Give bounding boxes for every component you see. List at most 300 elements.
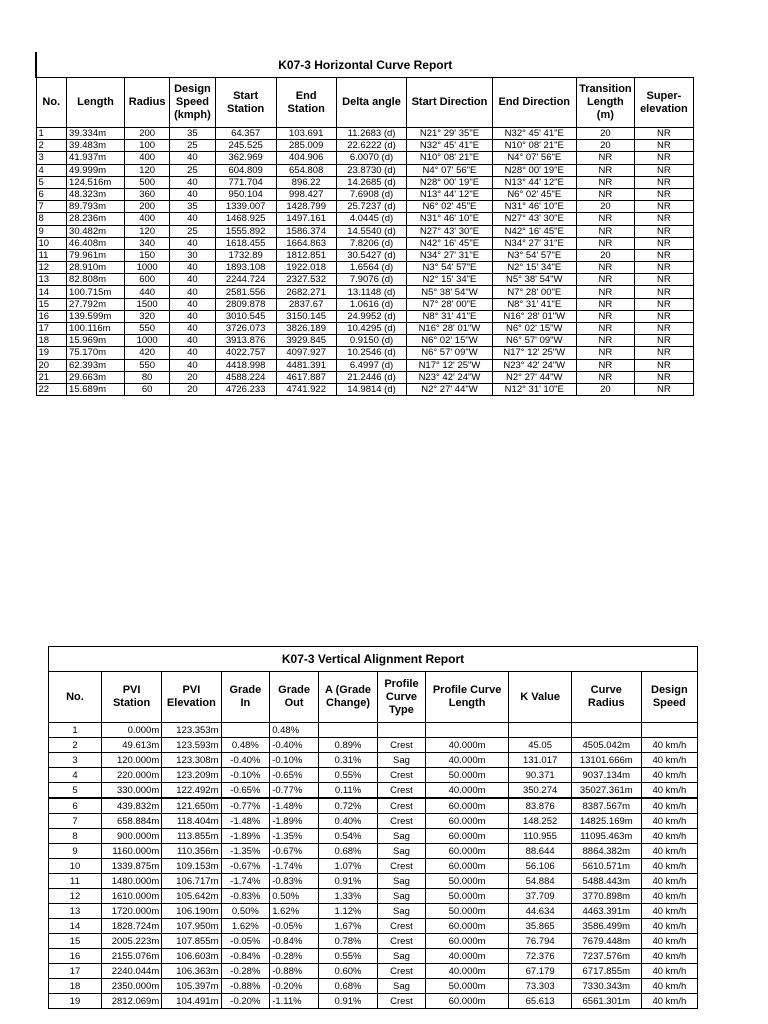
- horizontal-cell: N10° 08' 21"E: [407, 152, 492, 164]
- vertical-cell: 40 km/h: [641, 934, 697, 949]
- vertical-cell: [571, 723, 641, 738]
- vertical-cell: -0.65%: [221, 783, 270, 799]
- vertical-cell: 60.000m: [425, 844, 509, 859]
- horizontal-cell: 6.0070 (d): [336, 152, 407, 164]
- horizontal-cell: N13° 44' 12"E: [492, 176, 576, 188]
- vertical-cell: 2350.000m: [101, 979, 161, 994]
- horizontal-cell: 9: [36, 225, 67, 237]
- horizontal-cell: 362.969: [215, 152, 276, 164]
- horizontal-cell: 285.009: [276, 140, 336, 152]
- table-row: [49, 738, 698, 753]
- vertical-cell: 9: [49, 844, 102, 859]
- horizontal-cell: NR: [576, 347, 634, 359]
- vertical-cell: 14: [49, 919, 102, 934]
- horizontal-cell: 1497.161: [276, 213, 336, 225]
- table-row: [36, 164, 694, 176]
- horizontal-cell: 500: [124, 176, 169, 188]
- vertical-cell: 44.634: [509, 904, 571, 919]
- vertical-col-header: PVI Station: [101, 672, 161, 723]
- vertical-cell: 1828.724m: [101, 919, 161, 934]
- horizontal-cell: NR: [576, 164, 634, 176]
- vertical-cell: 40 km/h: [641, 753, 697, 768]
- horizontal-cell: 1618.455: [215, 237, 276, 249]
- horizontal-cell: 20: [576, 383, 634, 395]
- vertical-cell: 13: [49, 904, 102, 919]
- horizontal-cell: NR: [634, 323, 693, 335]
- vertical-cell: 106.363m: [162, 964, 221, 979]
- vertical-col-header: Grade In: [221, 672, 270, 723]
- horizontal-cell: 2327.532: [276, 274, 336, 286]
- horizontal-cell: 420: [124, 347, 169, 359]
- vertical-cell: 1.62%: [221, 919, 270, 934]
- horizontal-cell: NR: [634, 237, 693, 249]
- vertical-cell: 35.865: [509, 919, 571, 934]
- horizontal-cell: 22.6222 (d): [336, 140, 407, 152]
- horizontal-cell: NR: [576, 298, 634, 310]
- horizontal-cell: 4617.887: [276, 371, 336, 383]
- vertical-cell: 76.794: [509, 934, 571, 949]
- table-row: [49, 874, 698, 889]
- horizontal-cell: 1339.007: [215, 201, 276, 213]
- vertical-cell: -0.05%: [221, 934, 270, 949]
- horizontal-cell: 3010.545: [215, 310, 276, 322]
- vertical-cell: 40 km/h: [641, 798, 697, 814]
- table-row: [49, 768, 698, 783]
- vertical-cell: -1.11%: [270, 994, 319, 1009]
- vertical-cell: [378, 723, 426, 738]
- vertical-col-header: No.: [49, 672, 102, 723]
- vertical-cell: 90.371: [509, 768, 571, 783]
- vertical-cell: 120.000m: [101, 753, 161, 768]
- vertical-cell: 7679.448m: [571, 934, 641, 949]
- vertical-cell: Sag: [378, 753, 426, 768]
- horizontal-cell: 25: [170, 225, 215, 237]
- vertical-cell: 16: [49, 949, 102, 964]
- horizontal-cell: NR: [576, 225, 634, 237]
- horizontal-cell: NR: [634, 359, 693, 371]
- table-row: [49, 994, 698, 1009]
- horizontal-col-header: Delta angle: [336, 78, 407, 128]
- horizontal-cell: 35: [170, 128, 215, 140]
- vertical-cell: 330.000m: [101, 783, 161, 799]
- horizontal-cell: N23° 42' 24"W: [407, 371, 492, 383]
- horizontal-cell: 89.793m: [67, 201, 125, 213]
- horizontal-cell: 2682.271: [276, 286, 336, 298]
- vertical-cell: [221, 723, 270, 738]
- vertical-cell: Crest: [378, 919, 426, 934]
- horizontal-cell: 25.7237 (d): [336, 201, 407, 213]
- horizontal-cell: 139.599m: [67, 310, 125, 322]
- horizontal-cell: 150: [124, 249, 169, 261]
- horizontal-col-header: No.: [36, 78, 67, 128]
- table-row: [49, 723, 698, 738]
- horizontal-cell: 80: [124, 371, 169, 383]
- horizontal-cell: N27° 43' 30"E: [407, 225, 492, 237]
- vertical-cell: -0.10%: [270, 753, 319, 768]
- horizontal-cell: NR: [576, 371, 634, 383]
- vertical-cell: -0.20%: [221, 994, 270, 1009]
- vertical-cell: Crest: [378, 783, 426, 799]
- horizontal-cell: 11.2683 (d): [336, 128, 407, 140]
- vertical-cell: Crest: [378, 964, 426, 979]
- vertical-cell: 10: [49, 859, 102, 874]
- horizontal-cell: N2° 27' 44"W: [492, 371, 576, 383]
- horizontal-cell: NR: [576, 310, 634, 322]
- vertical-cell: 60.000m: [425, 829, 509, 844]
- horizontal-cell: N6° 57' 09"W: [492, 335, 576, 347]
- table-row: [49, 934, 698, 949]
- horizontal-cell: N28° 00' 19"E: [407, 176, 492, 188]
- vertical-cell: 0.000m: [101, 723, 161, 738]
- vertical-cell: Crest: [378, 934, 426, 949]
- vertical-cell: 7330.343m: [571, 979, 641, 994]
- horizontal-cell: 100: [124, 140, 169, 152]
- vertical-cell: 67.179: [509, 964, 571, 979]
- vertical-cell: 0.48%: [270, 723, 319, 738]
- vertical-cell: Sag: [378, 889, 426, 904]
- vertical-cell: 4: [49, 768, 102, 783]
- horizontal-cell: 30.5427 (d): [336, 249, 407, 261]
- horizontal-cell: N34° 27' 31"E: [407, 249, 492, 261]
- vertical-cell: 0.91%: [318, 994, 377, 1009]
- vertical-cell: 0.68%: [318, 844, 377, 859]
- table-row: [36, 274, 694, 286]
- horizontal-cell: N6° 02' 45"E: [407, 201, 492, 213]
- vertical-cell: 105.397m: [162, 979, 221, 994]
- vertical-cell: 0.50%: [221, 904, 270, 919]
- horizontal-cell: 3: [36, 152, 67, 164]
- horizontal-cell: N31° 46' 10"E: [407, 213, 492, 225]
- horizontal-cell: 1812.851: [276, 249, 336, 261]
- horizontal-cell: 100.715m: [67, 286, 125, 298]
- vertical-cell: 50.000m: [425, 979, 509, 994]
- vertical-cell: Crest: [378, 738, 426, 753]
- vertical-cell: -0.20%: [270, 979, 319, 994]
- table-row: [36, 237, 694, 249]
- horizontal-cell: 82.808m: [67, 274, 125, 286]
- horizontal-cell: 40: [170, 152, 215, 164]
- horizontal-cell: 7.8206 (d): [336, 237, 407, 249]
- horizontal-body: [36, 128, 694, 396]
- vertical-cell: -0.28%: [270, 949, 319, 964]
- horizontal-cell: 2809.878: [215, 298, 276, 310]
- horizontal-cell: 15: [36, 298, 67, 310]
- vertical-cell: 40 km/h: [641, 889, 697, 904]
- vertical-cell: 14825.169m: [571, 814, 641, 829]
- table-row: [49, 949, 698, 964]
- horizontal-cell: 40: [170, 359, 215, 371]
- vertical-col-header: Profile Curve Length: [425, 672, 509, 723]
- vertical-cell: 11: [49, 874, 102, 889]
- horizontal-cell: NR: [634, 164, 693, 176]
- vertical-cell: 5: [49, 783, 102, 799]
- horizontal-cell: NR: [634, 140, 693, 152]
- vertical-cell: 65.613: [509, 994, 571, 1009]
- horizontal-cell: NR: [576, 335, 634, 347]
- vertical-cell: 123.593m: [162, 738, 221, 753]
- horizontal-cell: N8° 31' 41"E: [492, 298, 576, 310]
- horizontal-cell: 28.236m: [67, 213, 125, 225]
- vertical-cell: 7: [49, 814, 102, 829]
- horizontal-cell: N4° 07' 56"E: [407, 164, 492, 176]
- horizontal-cell: 20: [170, 371, 215, 383]
- horizontal-cell: 245.525: [215, 140, 276, 152]
- vertical-cell: -0.77%: [270, 783, 319, 799]
- vertical-cell: 19: [49, 994, 102, 1009]
- vertical-cell: 6561.301m: [571, 994, 641, 1009]
- horizontal-cell: NR: [634, 298, 693, 310]
- horizontal-cell: NR: [634, 286, 693, 298]
- vertical-cell: 113.855m: [162, 829, 221, 844]
- horizontal-cell: 100.116m: [67, 323, 125, 335]
- vertical-cell: -0.67%: [270, 844, 319, 859]
- horizontal-cell: 15.969m: [67, 335, 125, 347]
- horizontal-cell: 21: [36, 371, 67, 383]
- horizontal-cell: NR: [576, 323, 634, 335]
- vertical-cell: Crest: [378, 859, 426, 874]
- horizontal-cell: 2244.724: [215, 274, 276, 286]
- horizontal-cell: N17° 12' 25"W: [407, 359, 492, 371]
- vertical-cell: 60.000m: [425, 859, 509, 874]
- vertical-cell: 1480.000m: [101, 874, 161, 889]
- table-row: [36, 298, 694, 310]
- horizontal-cell: N17° 12' 25"W: [492, 347, 576, 359]
- vertical-cell: [425, 723, 509, 738]
- horizontal-cell: N3° 54' 57"E: [492, 249, 576, 261]
- horizontal-cell: NR: [576, 237, 634, 249]
- horizontal-cell: 27.792m: [67, 298, 125, 310]
- horizontal-cell: 46.408m: [67, 237, 125, 249]
- horizontal-cell: NR: [634, 262, 693, 274]
- horizontal-cell: 400: [124, 213, 169, 225]
- table-row: [49, 814, 698, 829]
- table-row: [49, 859, 698, 874]
- horizontal-cell: NR: [576, 286, 634, 298]
- vertical-cell: -1.48%: [221, 814, 270, 829]
- horizontal-cell: 2: [36, 140, 67, 152]
- vertical-cell: -0.28%: [221, 964, 270, 979]
- horizontal-col-header: Transition Length (m): [576, 78, 634, 128]
- horizontal-cell: N42° 16' 45"E: [407, 237, 492, 249]
- vertical-cell: 88.644: [509, 844, 571, 859]
- vertical-cell: 8387.567m: [571, 798, 641, 814]
- vertical-cell: 13101.666m: [571, 753, 641, 768]
- horizontal-cell: 18: [36, 335, 67, 347]
- horizontal-cell: N21° 29' 35"E: [407, 128, 492, 140]
- vertical-cell: 8864.382m: [571, 844, 641, 859]
- horizontal-cell: 8: [36, 213, 67, 225]
- horizontal-cell: 340: [124, 237, 169, 249]
- vertical-cell: -0.67%: [221, 859, 270, 874]
- horizontal-cell: 41.937m: [67, 152, 125, 164]
- horizontal-cell: 4.0445 (d): [336, 213, 407, 225]
- vertical-cell: 1339.875m: [101, 859, 161, 874]
- horizontal-cell: 60: [124, 383, 169, 395]
- horizontal-cell: 1732.89: [215, 249, 276, 261]
- vertical-cell: 54.884: [509, 874, 571, 889]
- horizontal-cell: NR: [634, 249, 693, 261]
- horizontal-cell: 29.663m: [67, 371, 125, 383]
- horizontal-cell: 4726.233: [215, 383, 276, 395]
- vertical-cell: 40 km/h: [641, 783, 697, 799]
- horizontal-cell: N2° 27' 44"W: [407, 383, 492, 395]
- vertical-cell: 107.950m: [162, 919, 221, 934]
- horizontal-cell: N7° 28' 00"E: [407, 298, 492, 310]
- horizontal-cell: 950.104: [215, 188, 276, 200]
- vertical-cell: -1.35%: [270, 829, 319, 844]
- vertical-cell: 7237.576m: [571, 949, 641, 964]
- vertical-cell: 439.832m: [101, 798, 161, 814]
- horizontal-cell: 3150.145: [276, 310, 336, 322]
- vertical-cell: 1: [49, 723, 102, 738]
- horizontal-cell: 20: [576, 140, 634, 152]
- horizontal-cell: 64.357: [215, 128, 276, 140]
- horizontal-cell: 400: [124, 152, 169, 164]
- vertical-cell: 50.000m: [425, 874, 509, 889]
- horizontal-cell: 40: [170, 335, 215, 347]
- vertical-cell: 40 km/h: [641, 814, 697, 829]
- vertical-cell: 1.33%: [318, 889, 377, 904]
- vertical-cell: 2812.069m: [101, 994, 161, 1009]
- vertical-cell: -1.74%: [270, 859, 319, 874]
- horizontal-cell: 3913.876: [215, 335, 276, 347]
- vertical-cell: 104.491m: [162, 994, 221, 1009]
- table-row: [36, 249, 694, 261]
- horizontal-cell: NR: [576, 213, 634, 225]
- vertical-cell: -0.40%: [221, 753, 270, 768]
- vertical-cell: 0.89%: [318, 738, 377, 753]
- vertical-cell: 40.000m: [425, 738, 509, 753]
- horizontal-cell: 16: [36, 310, 67, 322]
- vertical-cell: Crest: [378, 814, 426, 829]
- vertical-cell: 658.884m: [101, 814, 161, 829]
- vertical-cell: 0.91%: [318, 874, 377, 889]
- horizontal-cell: 40: [170, 323, 215, 335]
- vertical-cell: 50.000m: [425, 889, 509, 904]
- vertical-cell: 1160.000m: [101, 844, 161, 859]
- vertical-cell: 0.50%: [270, 889, 319, 904]
- horizontal-cell: N5° 38' 54"W: [492, 274, 576, 286]
- vertical-cell: 49.613m: [101, 738, 161, 753]
- vertical-cell: -0.84%: [270, 934, 319, 949]
- horizontal-cell: N23° 42' 24"W: [492, 359, 576, 371]
- horizontal-cell: NR: [634, 383, 693, 395]
- horizontal-cell: 39.334m: [67, 128, 125, 140]
- vertical-cell: 2240.044m: [101, 964, 161, 979]
- horizontal-cell: 20: [170, 383, 215, 395]
- horizontal-header-row: [36, 78, 694, 128]
- vertical-cell: 5610.571m: [571, 859, 641, 874]
- vertical-cell: Crest: [378, 994, 426, 1009]
- horizontal-cell: NR: [576, 188, 634, 200]
- horizontal-cell: 2837.67: [276, 298, 336, 310]
- vertical-cell: 50.000m: [425, 768, 509, 783]
- horizontal-cell: 30: [170, 249, 215, 261]
- horizontal-cell: 48.323m: [67, 188, 125, 200]
- vertical-col-header: K Value: [509, 672, 571, 723]
- horizontal-cell: N34° 27' 31"E: [492, 237, 576, 249]
- vertical-cell: -0.10%: [221, 768, 270, 783]
- table-row: [36, 225, 694, 237]
- vertical-cell: 60.000m: [425, 994, 509, 1009]
- vertical-cell: 4505.042m: [571, 738, 641, 753]
- horizontal-cell: 20: [36, 359, 67, 371]
- table-row: [49, 979, 698, 994]
- horizontal-cell: 4097.927: [276, 347, 336, 359]
- horizontal-cell: 40: [170, 298, 215, 310]
- horizontal-cell: N7° 28' 00"E: [492, 286, 576, 298]
- horizontal-cell: NR: [634, 201, 693, 213]
- vertical-cell: -0.77%: [221, 798, 270, 814]
- vertical-cell: -0.84%: [221, 949, 270, 964]
- vertical-cell: -1.48%: [270, 798, 319, 814]
- horizontal-cell: NR: [634, 371, 693, 383]
- vertical-cell: Sag: [378, 979, 426, 994]
- table-row: [36, 371, 694, 383]
- vertical-cell: -0.05%: [270, 919, 319, 934]
- horizontal-cell: 23.8730 (d): [336, 164, 407, 176]
- vertical-cell: 220.000m: [101, 768, 161, 783]
- horizontal-cell: 1555.892: [215, 225, 276, 237]
- vertical-cell: 40.000m: [425, 964, 509, 979]
- horizontal-cell: 30.482m: [67, 225, 125, 237]
- horizontal-cell: 10.2546 (d): [336, 347, 407, 359]
- vertical-cell: 5488.443m: [571, 874, 641, 889]
- vertical-cell: 148.252: [509, 814, 571, 829]
- vertical-cell: 118.404m: [162, 814, 221, 829]
- table-row: [36, 323, 694, 335]
- horizontal-cell: 600: [124, 274, 169, 286]
- horizontal-cell: 360: [124, 188, 169, 200]
- vertical-cell: 60.000m: [425, 919, 509, 934]
- horizontal-cell: 200: [124, 201, 169, 213]
- horizontal-cell: 4588.224: [215, 371, 276, 383]
- horizontal-cell: 15.689m: [67, 383, 125, 395]
- horizontal-cell: 4481.391: [276, 359, 336, 371]
- vertical-cell: 106.603m: [162, 949, 221, 964]
- vertical-col-header: Design Speed: [641, 672, 697, 723]
- table-row: [36, 310, 694, 322]
- vertical-cell: 40 km/h: [641, 844, 697, 859]
- vertical-cell: 40 km/h: [641, 994, 697, 1009]
- horizontal-cell: NR: [634, 225, 693, 237]
- horizontal-cell: 550: [124, 323, 169, 335]
- vertical-cell: 40 km/h: [641, 859, 697, 874]
- table-row: [49, 889, 698, 904]
- horizontal-cell: 3929.845: [276, 335, 336, 347]
- horizontal-cell: 13.1148 (d): [336, 286, 407, 298]
- vertical-cell: 12: [49, 889, 102, 904]
- vertical-cell: 1610.000m: [101, 889, 161, 904]
- table-row: [49, 964, 698, 979]
- horizontal-cell: N13° 44' 12"E: [407, 188, 492, 200]
- horizontal-cell: N28° 00' 19"E: [492, 164, 576, 176]
- horizontal-cell: 3826.189: [276, 323, 336, 335]
- horizontal-cell: 1000: [124, 262, 169, 274]
- vertical-cell: 106.190m: [162, 904, 221, 919]
- vertical-cell: 60.000m: [425, 814, 509, 829]
- horizontal-cell: 20: [576, 128, 634, 140]
- horizontal-cell: 7.9076 (d): [336, 274, 407, 286]
- horizontal-cell: 39.483m: [67, 140, 125, 152]
- vertical-cell: 40 km/h: [641, 738, 697, 753]
- horizontal-cell: 13: [36, 274, 67, 286]
- horizontal-cell: 5: [36, 176, 67, 188]
- vertical-cell: 107.855m: [162, 934, 221, 949]
- horizontal-cell: 1893.108: [215, 262, 276, 274]
- table-row: [49, 753, 698, 768]
- horizontal-cell: 40: [170, 286, 215, 298]
